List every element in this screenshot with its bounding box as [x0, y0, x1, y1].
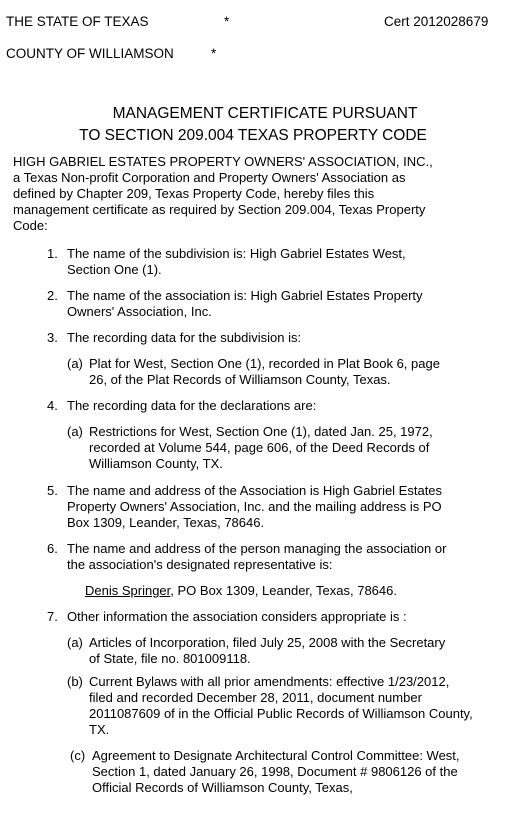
item-text: [67, 483, 517, 531]
sub-item-line: filed and recorded December 28, 2011, document number: [89, 690, 422, 705]
sub-item-label: (a): [67, 635, 83, 650]
item-line: The name and address of the Association is High Gabriel Estates: [67, 483, 443, 498]
sub-item-line: Official Records of Williamson County, Texas,: [92, 780, 353, 795]
sub-item-line: 26, of the Plat Records of Williamson County, Texas.: [89, 372, 391, 387]
item-number: 5.: [47, 483, 58, 498]
intro-line: defined by Chapter 209, Texas Property Code, hereby files this: [13, 186, 375, 201]
document-title-line-2: TO SECTION 209.004 TEXAS PROPERTY CODE: [79, 127, 427, 144]
item-line: the association's designated representative is:: [67, 557, 333, 572]
item-line: Property Owners' Association, Inc. and the mailing address is PO: [67, 499, 442, 514]
item-number: 2.: [47, 288, 58, 303]
item-text: [67, 541, 517, 573]
intro-line: management certificate as required by Section 209.004, Texas Property: [13, 202, 426, 217]
sub-item-line: 2011087609 of in the Official Public Records of Williamson County,: [89, 706, 473, 721]
sub-item-text: [89, 356, 519, 388]
document-title-line-1: MANAGEMENT CERTIFICATE PURSUANT: [112, 105, 418, 122]
sub-item-line: of State, file no. 801009118.: [89, 651, 251, 666]
item-line: Other information the association considers appropriate is :: [67, 609, 407, 624]
county-heading: COUNTY OF WILLIAMSON: [6, 46, 174, 61]
sub-item-line: Current Bylaws with all prior amendments: effective 1/23/2012,: [89, 674, 450, 689]
sub-item-label: (a): [67, 356, 83, 371]
item-text: [67, 330, 517, 346]
item-line: The recording data for the subdivision is:: [67, 330, 302, 345]
item-number: 1.: [47, 246, 58, 261]
sub-item-line: Agreement to Designate Architectural Control Committee: West,: [92, 748, 460, 763]
item-number: 3.: [47, 330, 58, 345]
item-text: [67, 398, 517, 414]
item-line: The name of the association is: High Gabriel Estates Property: [67, 288, 423, 303]
sub-item-text: [92, 748, 522, 796]
sub-item-text: [89, 635, 519, 667]
sub-item-line: Articles of Incorporation, filed July 25, 2008 with the Secretary: [89, 635, 446, 650]
item-line: Owners' Association, Inc.: [67, 304, 212, 319]
item-line: Section One (1).: [67, 262, 162, 277]
item-line: The name and address of the person managing the association or: [67, 541, 447, 556]
intro-line: HIGH GABRIEL ESTATES PROPERTY OWNERS' ASSOCIATION, INC.,: [13, 154, 433, 169]
sub-item-label: (c): [70, 748, 86, 763]
representative-address: , PO Box 1309, Leander, Texas, 78646.: [170, 583, 397, 598]
item-text: [67, 609, 517, 625]
sub-item-text: [89, 674, 519, 738]
item-line: The name of the subdivision is: High Gabriel Estates West,: [67, 246, 406, 261]
sub-item-line: Williamson County, TX.: [89, 456, 223, 471]
item-number: 6.: [47, 541, 58, 556]
sub-item-text: [89, 424, 519, 472]
sub-item-line: Plat for West, Section One (1), recorded in Plat Book 6, page: [89, 356, 440, 371]
intro-paragraph: [13, 154, 523, 234]
state-asterisk: *: [224, 14, 230, 29]
item-number: 7.: [47, 609, 58, 624]
sub-item-line: TX.: [89, 722, 110, 737]
county-asterisk: *: [211, 46, 217, 61]
intro-line: a Texas Non-profit Corporation and Property Owners' Association as: [13, 170, 406, 185]
item-line: The recording data for the declarations are:: [67, 398, 317, 413]
sub-item-label: (b): [67, 674, 83, 689]
sub-item-line: Restrictions for West, Section One (1), dated Jan. 25, 1972,: [89, 424, 433, 439]
sub-item-label: (a): [67, 424, 83, 439]
certificate-number: Cert 2012028679: [384, 14, 489, 29]
representative-name: Denis Springer: [85, 583, 171, 598]
sub-item-line: recorded at Volume 544, page 606, of the Deed Records of: [89, 440, 430, 455]
item-text: [67, 288, 517, 320]
item-text: [67, 246, 517, 278]
item-line: Box 1309, Leander, Texas, 78646.: [67, 515, 265, 530]
state-heading: THE STATE OF TEXAS: [6, 14, 149, 29]
sub-item-line: Section 1, dated January 26, 1998, Document # 9806126 of the: [92, 764, 458, 779]
intro-line: Code:: [13, 218, 48, 233]
item-number: 4.: [47, 398, 58, 413]
representative-line: [85, 583, 397, 599]
